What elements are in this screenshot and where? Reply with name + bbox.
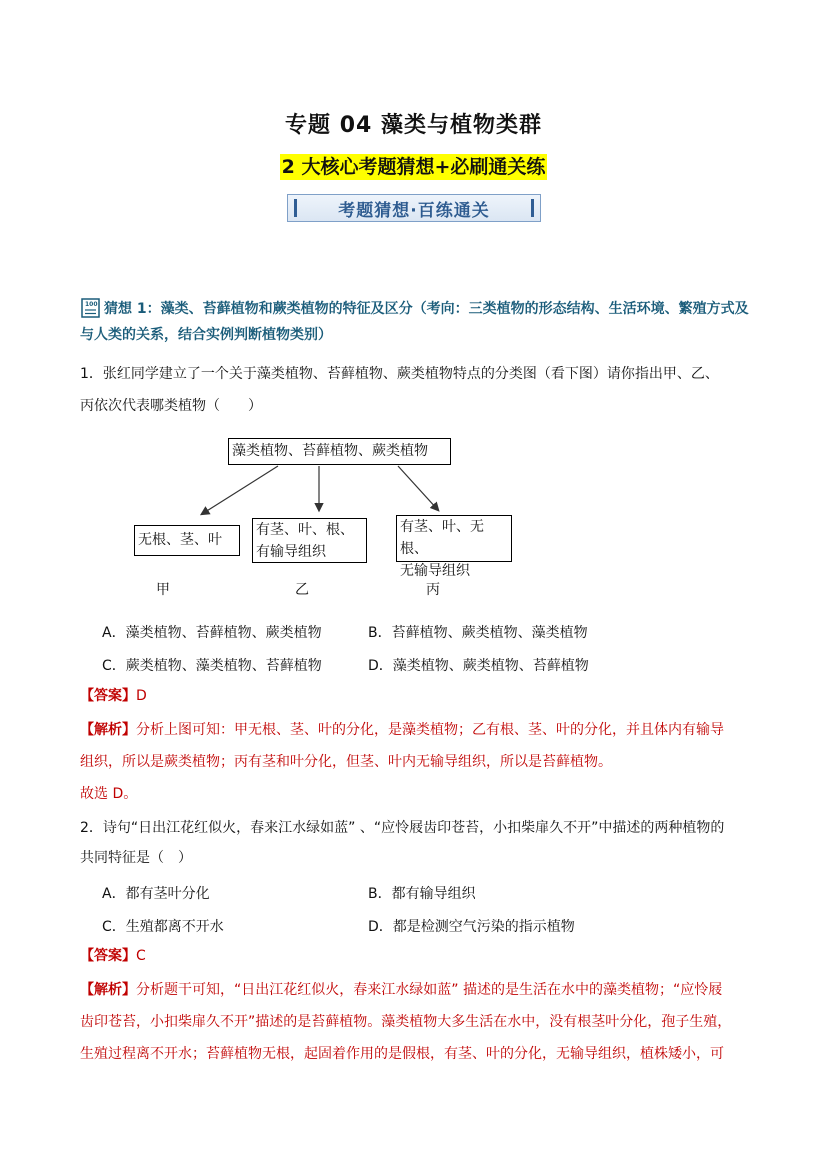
q1-option-b: B．苔藓植物、蕨类植物、藻类植物 (368, 625, 588, 641)
subtitle: 2 大核心考题猜想+必刷通关练 (281, 156, 546, 178)
q1-analysis-text1: 分析上图可知：甲无根、茎、叶的分化，是藻类植物；乙有根、茎、叶的分化，并且体内有输导 (136, 722, 724, 738)
checklist-icon (80, 297, 102, 319)
q2-answer-tag: 【答案】 (80, 948, 136, 964)
section-banner (287, 194, 541, 222)
q2-analysis-line1 (80, 974, 750, 1006)
q2-analysis-tag: 【解析】 (80, 982, 136, 998)
q2-option-b: B．都有输导组织 (368, 886, 476, 902)
q2-option-c: C．生殖都离不开水 (102, 919, 224, 935)
q1-analysis-line1 (80, 714, 750, 746)
diagram-label-bing: 丙 (426, 582, 440, 598)
q1-answer (80, 680, 750, 712)
banner-text: 考题猜想·百练通关 (338, 200, 490, 221)
diagram-label-yi: 乙 (295, 582, 309, 598)
diagram-right-line2: 无输导组织 (400, 563, 470, 579)
q2-option-d: D．都是检测空气污染的指示植物 (368, 919, 575, 935)
svg-text:100: 100 (85, 301, 98, 308)
q1-stem-line1: 1．张红同学建立了一个关于藻类植物、苔藓植物、蕨类植物特点的分类图（看下图）请你指出甲、乙、 (80, 366, 719, 382)
q2-analysis-line2: 齿印苍苔，小扣柴扉久不开”描述的是苔藓植物。藻类植物大多生活在水中，没有根茎叶分化，孢子生殖， (80, 1014, 732, 1030)
q2-analysis-text1: 分析题干可知，“日出江花红似火，春来江水绿如蓝” 描述的是生活在水中的藻类植物；“应怜屐 (136, 982, 723, 998)
q1-analysis-line2: 组织，所以是蕨类植物；丙有茎和叶分化，但茎、叶内无输导组织，所以是苔藓植物。 (80, 754, 612, 770)
q1-answer-tag: 【答案】 (80, 688, 136, 704)
banner-left-bar (294, 199, 297, 217)
diagram-right-line1: 有茎、叶、无根、 (400, 519, 484, 557)
subtitle-wrap (0, 154, 827, 180)
q1-option-d: D．藻类植物、蕨类植物、苔藓植物 (368, 658, 589, 674)
diagram-left-box: 无根、茎、叶 (134, 525, 240, 556)
q2-stem-line1: 2．诗句“日出江花红似火，春来江水绿如蓝” 、“应怜屐齿印苍苔，小扣柴扉久不开”中描述的两种植物的 (80, 820, 725, 836)
q2-option-a: A．都有茎叶分化 (102, 886, 210, 902)
q2-stem-line2: 共同特征是（ ） (80, 850, 192, 866)
q2-answer (80, 940, 750, 972)
guess-label: 猜想 1： (104, 301, 161, 317)
diagram-top-box: 藻类植物、苔藓植物、蕨类植物 (228, 438, 451, 465)
page-title: 专题 04 藻类与植物类群 (285, 113, 542, 138)
diagram-mid-box (252, 518, 367, 563)
diagram-mid-line1: 有茎、叶、根、 (256, 522, 354, 538)
q2-answer-value: C (136, 948, 146, 964)
q1-answer-value: D (136, 688, 147, 704)
diagram-mid-line2: 有输导组织 (256, 544, 326, 560)
banner-right-bar (531, 199, 534, 217)
classification-diagram (130, 430, 530, 610)
q1-option-a: A．藻类植物、苔藓植物、蕨类植物 (102, 625, 322, 641)
q1-option-c: C．蕨类植物、藻类植物、苔藓植物 (102, 658, 322, 674)
guess-heading (80, 296, 760, 348)
q1-stem-line2: 丙依次代表哪类植物（ ） (80, 398, 262, 414)
diagram-right-box (396, 515, 512, 579)
guess-text: 藻类、苔藓植物和蕨类植物的特征及区分（考向：三类植物的形态结构、生活环境、繁殖方式及与人类的关系，结合实例判断植物类别） (80, 301, 749, 343)
diagram-label-jia: 甲 (156, 582, 170, 598)
q1-conclusion: 故选 D。 (80, 786, 138, 802)
q2-analysis-line3: 生殖过程离不开水；苔藓植物无根，起固着作用的是假根，有茎、叶的分化，无输导组织，植株矮小，可 (80, 1046, 724, 1062)
q1-analysis-tag: 【解析】 (80, 722, 136, 738)
